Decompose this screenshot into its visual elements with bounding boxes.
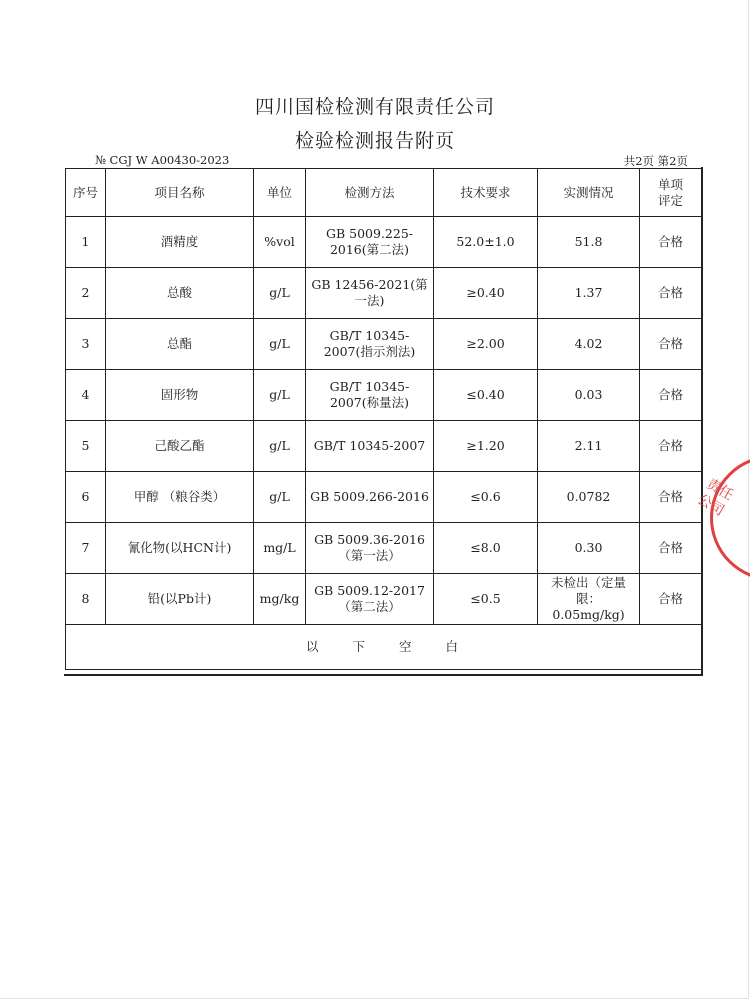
- cell-unit: g/L: [254, 370, 306, 421]
- cell-requirement: ≤0.40: [434, 370, 538, 421]
- cell-result: 未检出（定量限：0.05mg/kg): [538, 574, 640, 625]
- header-method: 检测方法: [306, 169, 434, 217]
- cell-requirement: ≤0.6: [434, 472, 538, 523]
- table-row: [66, 268, 702, 319]
- blank-notice: 以下空白: [66, 625, 702, 670]
- cell-requirement: ≥2.00: [434, 319, 538, 370]
- table-row: [66, 472, 702, 523]
- cell-verdict: 合格: [640, 370, 702, 421]
- header-result: 实测情况: [538, 169, 640, 217]
- report-title: 检验检测报告附页: [294, 130, 455, 152]
- cell-method: GB 5009.12-2017（第二法）: [306, 574, 434, 625]
- cell-method: GB 5009.36-2016（第一法）: [306, 523, 434, 574]
- table-row: [66, 523, 702, 574]
- header-item: 项目名称: [106, 169, 254, 217]
- cell-result: 0.30: [538, 523, 640, 574]
- cell-result: 1.37: [538, 268, 640, 319]
- cell-unit: g/L: [254, 319, 306, 370]
- cell-result: 0.0782: [538, 472, 640, 523]
- cell-no: 4: [66, 370, 106, 421]
- cell-verdict: 合格: [640, 268, 702, 319]
- cell-requirement: ≥1.20: [434, 421, 538, 472]
- cell-unit: mg/kg: [254, 574, 306, 625]
- header-no: 序号: [66, 169, 106, 217]
- cell-method: GB 12456-2021(第一法): [306, 268, 434, 319]
- cell-item: 甲醇 （粮谷类）: [106, 472, 254, 523]
- report-number: № CGJ W A00430-2023: [95, 153, 230, 167]
- cell-verdict: 合格: [640, 421, 702, 472]
- cell-item: 总酸: [106, 268, 254, 319]
- cell-no: 2: [66, 268, 106, 319]
- table-header-row: [66, 169, 702, 217]
- blank-notice-row: [66, 625, 702, 670]
- cell-item: 氰化物(以HCN计): [106, 523, 254, 574]
- cell-result: 51.8: [538, 217, 640, 268]
- table-row: [66, 217, 702, 268]
- company-name: 四川国检检测有限责任公司: [254, 96, 495, 118]
- table-row: [66, 421, 702, 472]
- cell-item: 固形物: [106, 370, 254, 421]
- cell-no: 3: [66, 319, 106, 370]
- cell-unit: %vol: [254, 217, 306, 268]
- seal-text: 责任公司: [694, 475, 736, 520]
- cell-unit: g/L: [254, 268, 306, 319]
- cell-item: 总酯: [106, 319, 254, 370]
- cell-requirement: ≥0.40: [434, 268, 538, 319]
- cell-verdict: 合格: [640, 472, 702, 523]
- cell-result: 2.11: [538, 421, 640, 472]
- table-row: [66, 370, 702, 421]
- cell-method: GB 5009.266-2016: [306, 472, 434, 523]
- cell-unit: g/L: [254, 421, 306, 472]
- table-row: [66, 319, 702, 370]
- cell-requirement: 52.0±1.0: [434, 217, 538, 268]
- cell-no: 7: [66, 523, 106, 574]
- cell-result: 4.02: [538, 319, 640, 370]
- cell-method: GB/T 10345-2007(称量法): [306, 370, 434, 421]
- cell-method: GB/T 10345-2007(指示剂法): [306, 319, 434, 370]
- cell-method: GB 5009.225-2016(第二法): [306, 217, 434, 268]
- header-unit: 单位: [254, 169, 306, 217]
- cell-item: 己酸乙酯: [106, 421, 254, 472]
- cell-verdict: 合格: [640, 217, 702, 268]
- cell-method: GB/T 10345-2007: [306, 421, 434, 472]
- cell-requirement: ≤0.5: [434, 574, 538, 625]
- cell-item: 铅(以Pb计): [106, 574, 254, 625]
- cell-no: 1: [66, 217, 106, 268]
- cell-verdict: 合格: [640, 319, 702, 370]
- cell-no: 5: [66, 421, 106, 472]
- cell-requirement: ≤8.0: [434, 523, 538, 574]
- cell-unit: mg/L: [254, 523, 306, 574]
- cell-result: 0.03: [538, 370, 640, 421]
- cell-verdict: 合格: [640, 574, 702, 625]
- header-requirement: 技术要求: [434, 169, 538, 217]
- cell-unit: g/L: [254, 472, 306, 523]
- inspection-table: [65, 168, 702, 670]
- header-verdict: 单项 评定: [640, 169, 702, 217]
- cell-no: 8: [66, 574, 106, 625]
- page-info: 共2页 第2页: [623, 154, 688, 168]
- table-row: [66, 574, 702, 625]
- cell-item: 酒精度: [106, 217, 254, 268]
- cell-verdict: 合格: [640, 523, 702, 574]
- cell-no: 6: [66, 472, 106, 523]
